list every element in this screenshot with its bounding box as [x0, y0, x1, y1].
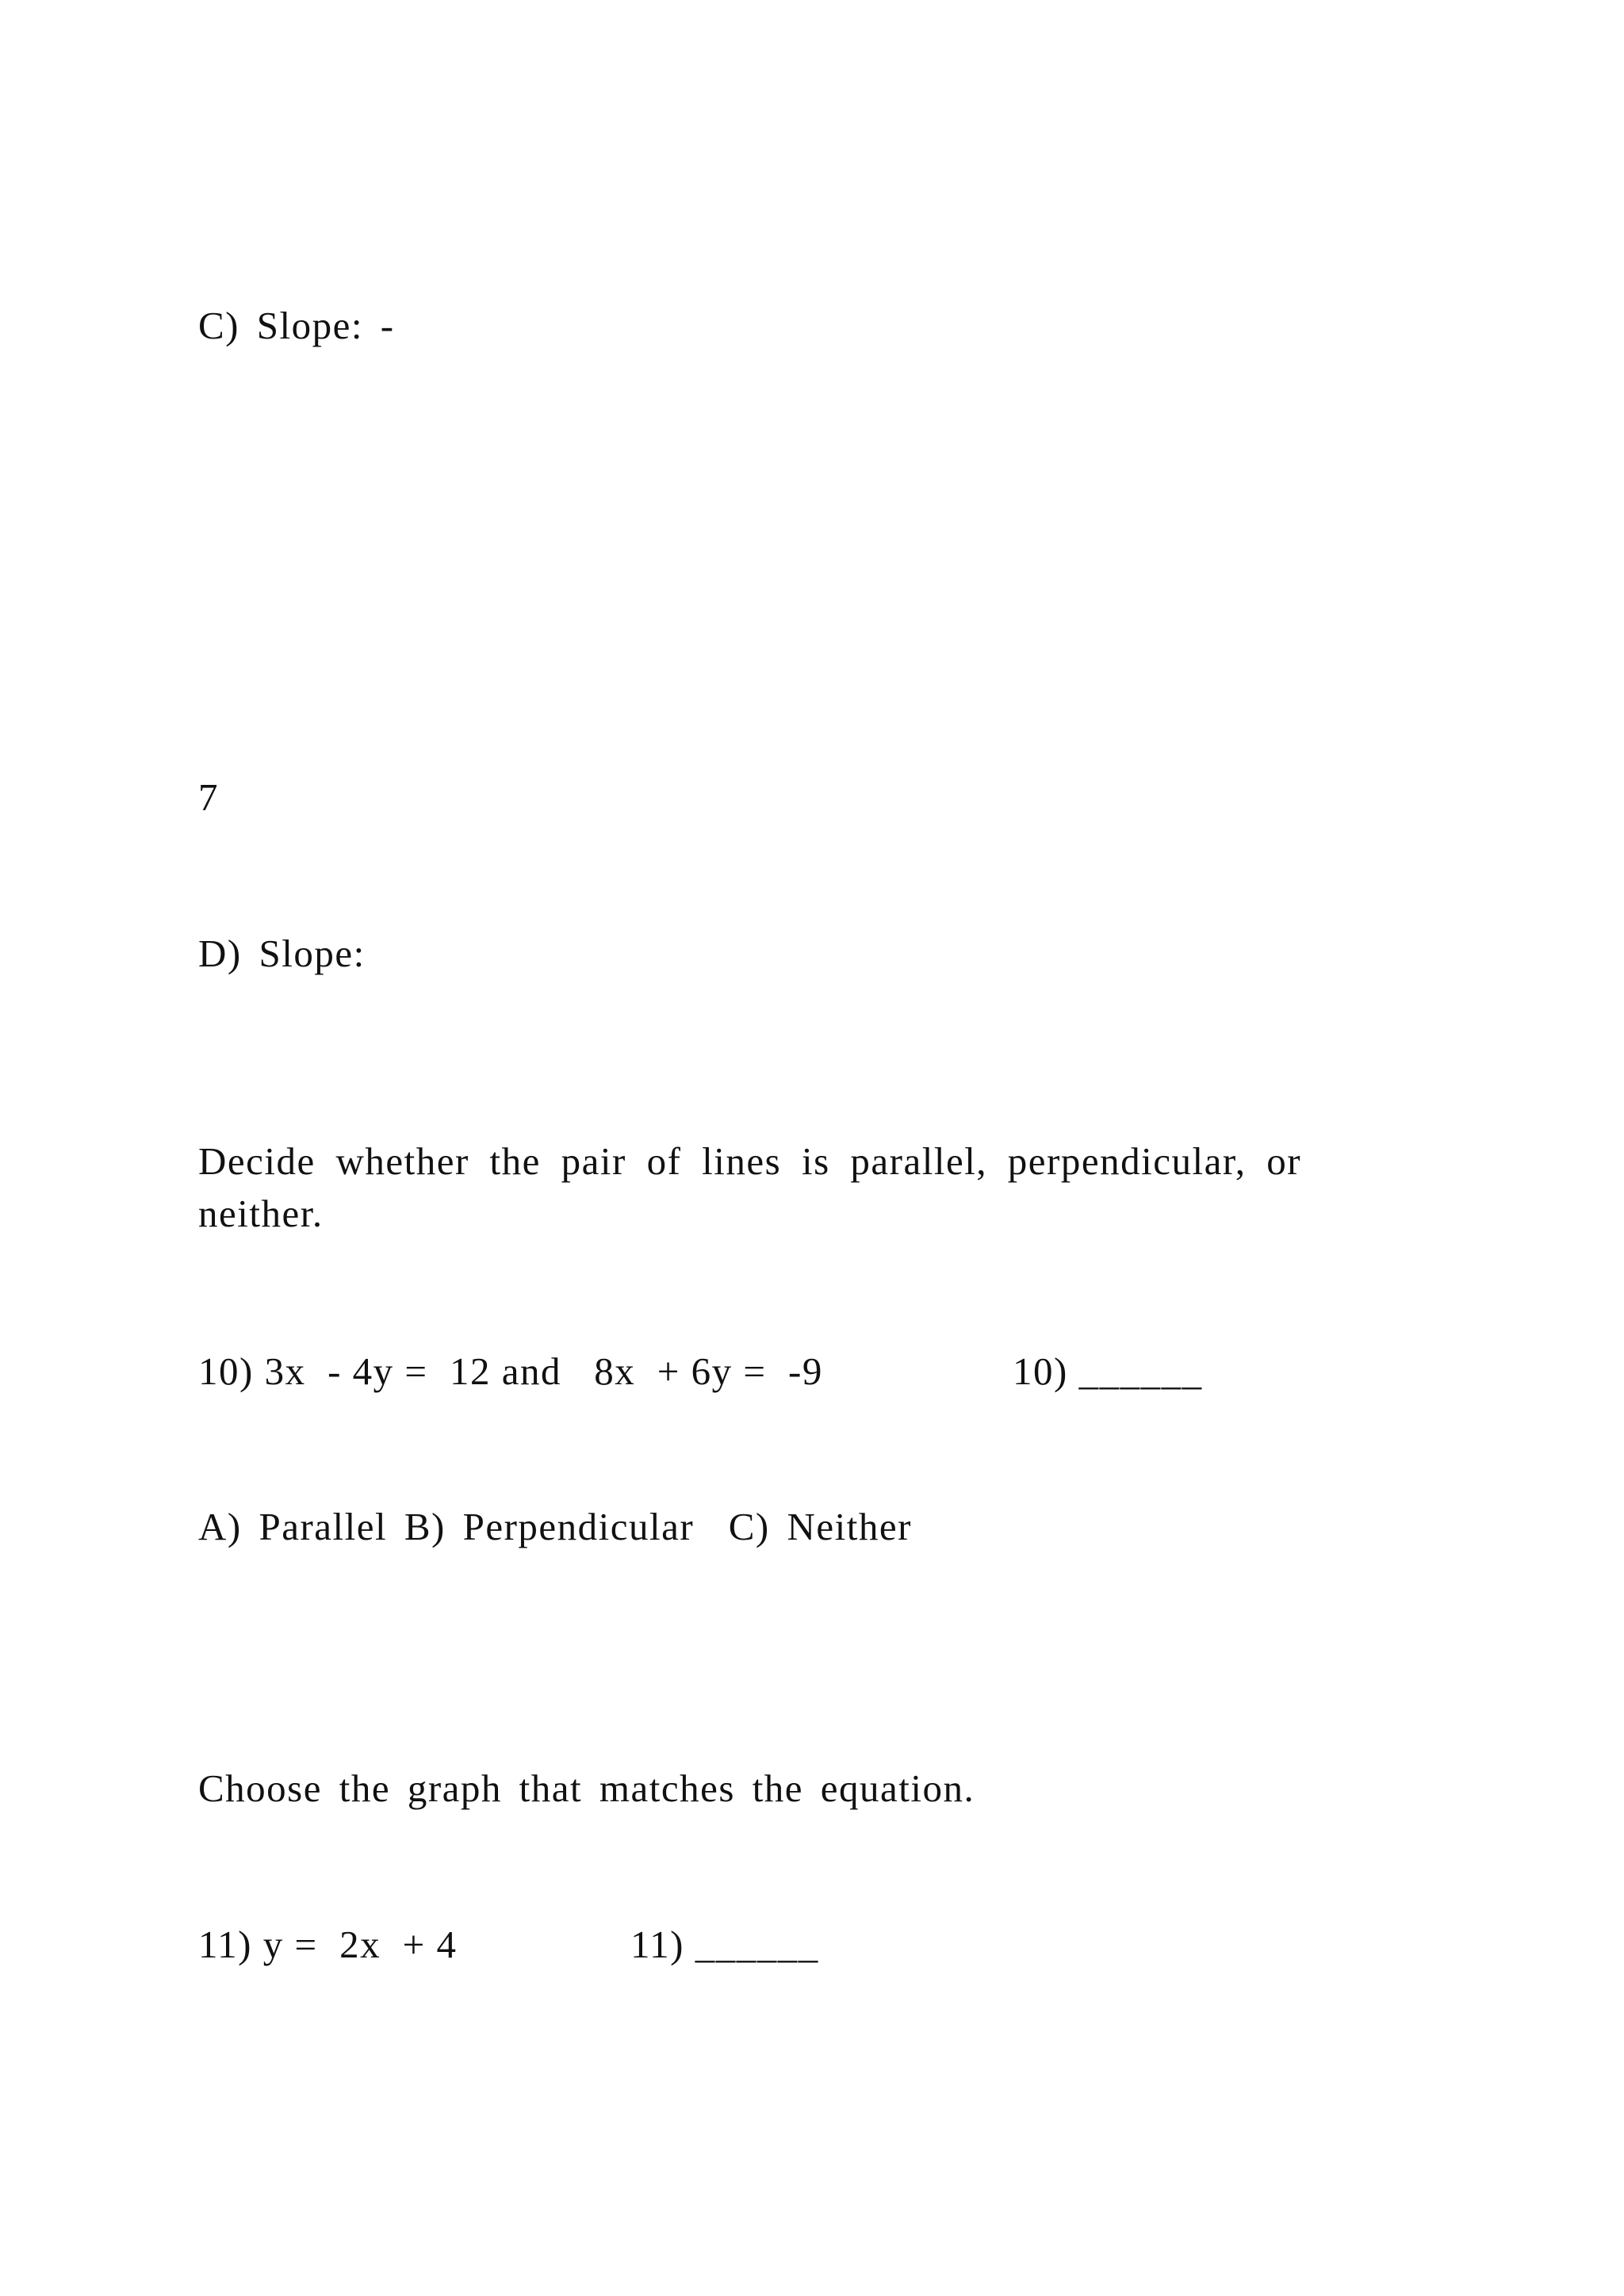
question-11-answer-blank: 11) ______ [630, 1923, 819, 1966]
option-c-slope: C) Slope: - [198, 304, 395, 347]
question-10: 10) 3x - 4y = 12 and 8x + 6y = -9 [198, 1349, 823, 1393]
question-10-options: A) Parallel B) Perpendicular C) Neither [198, 1505, 912, 1548]
question-11: 11) y = 2x + 4 [198, 1923, 458, 1966]
instruction-parallel-perpendicular: Decide whether the pair of lines is parallel, perpendicular, or neither. [198, 1139, 1302, 1235]
instruction-choose-graph: Choose the graph that matches the equation. [198, 1766, 975, 1810]
question-10-answer-blank: 10) ______ [1013, 1349, 1203, 1393]
option-d-slope: D) Slope: [198, 932, 366, 975]
fraction-denominator: 7 [198, 775, 219, 819]
